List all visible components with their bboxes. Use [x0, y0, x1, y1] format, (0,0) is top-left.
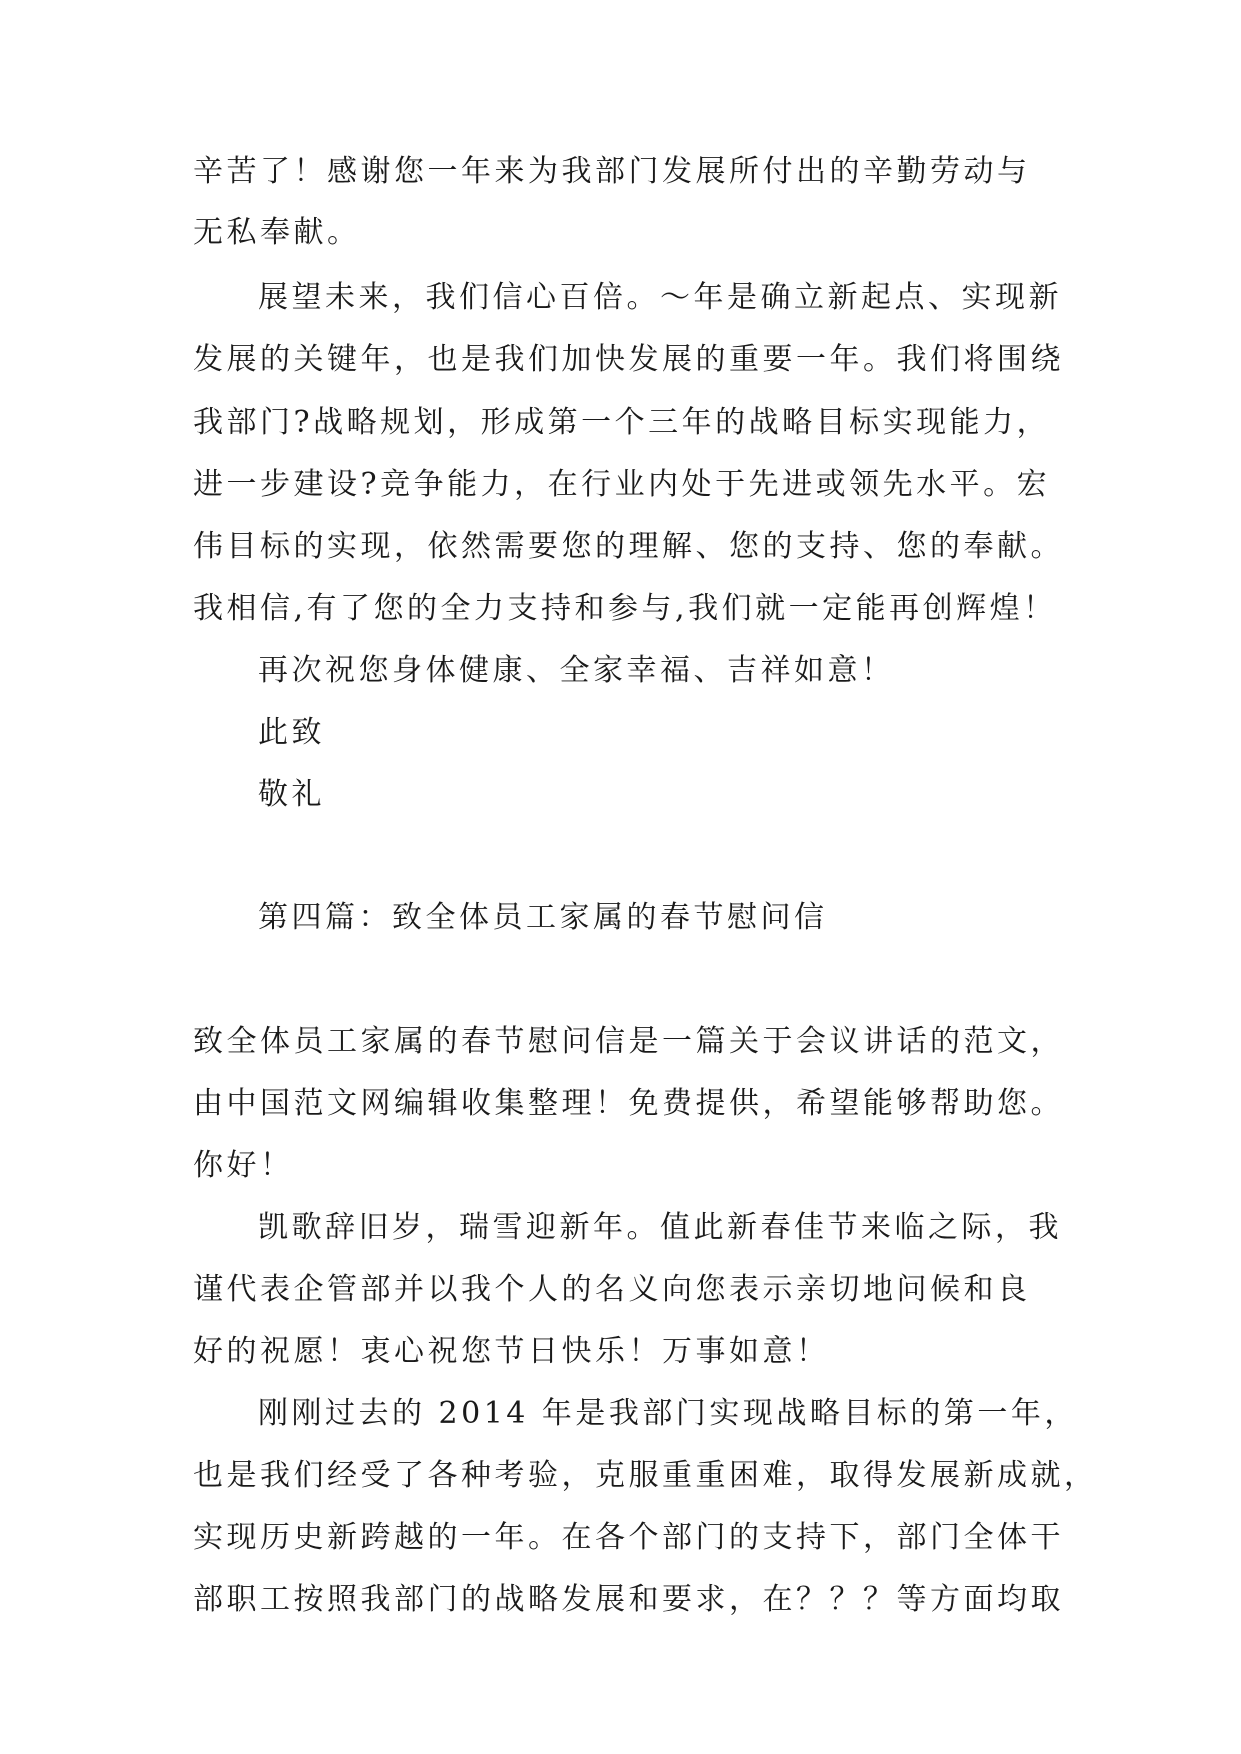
text-line: 也是我们经受了各种考验，克服重重困难，取得发展新成就， — [193, 1458, 1098, 1493]
text-line: 致全体员工家属的春节慰问信是一篇关于会议讲话的范文， — [193, 1024, 1064, 1059]
section-heading: 第四篇：致全体员工家属的春节慰问信 — [258, 900, 828, 935]
text-line: 伟目标的实现，依然需要您的理解、您的支持、您的奉献。 — [193, 529, 1064, 564]
text-line: 凯歌辞旧岁，瑞雪迎新年。值此新春佳节来临之际，我 — [258, 1210, 1062, 1245]
text-line: 我部门?战略规划，形成第一个三年的战略目标实现能力， — [193, 405, 1051, 440]
text-line: 发展的关键年，也是我们加快发展的重要一年。我们将围绕 — [193, 342, 1064, 377]
text-line: 再次祝您身体健康、全家幸福、吉祥如意！ — [258, 653, 895, 688]
text-line: 敬礼 — [258, 777, 325, 812]
text-line: 部职工按照我部门的战略发展和要求，在？？？等方面均取 — [193, 1582, 1064, 1617]
text-line: 进一步建设?竞争能力，在行业内处于先进或领先水平。宏 — [193, 467, 1051, 502]
text-line: 无私奉献。 — [193, 215, 361, 250]
text-line: 好的祝愿！衷心祝您节日快乐！万事如意！ — [193, 1334, 830, 1369]
text-line: 由中国范文网编辑收集整理！免费提供，希望能够帮助您。 — [193, 1086, 1064, 1121]
text-line: 展望未来，我们信心百倍。～年是确立新起点、实现新 — [258, 280, 1062, 315]
text-line: 刚刚过去的 2014 年是我部门实现战略目标的第一年， — [258, 1396, 1078, 1431]
text-line: 辛苦了！感谢您一年来为我部门发展所付出的辛勤劳动与 — [193, 154, 1031, 189]
text-line: 此致 — [258, 715, 325, 750]
text-line: 谨代表企管部并以我个人的名义向您表示亲切地问候和良 — [193, 1272, 1031, 1307]
text-line: 实现历史新跨越的一年。在各个部门的支持下，部门全体干 — [193, 1520, 1064, 1555]
text-line: 我相信,有了您的全力支持和参与,我们就一定能再创辉煌！ — [193, 591, 1057, 626]
text-line: 你好！ — [193, 1148, 294, 1183]
